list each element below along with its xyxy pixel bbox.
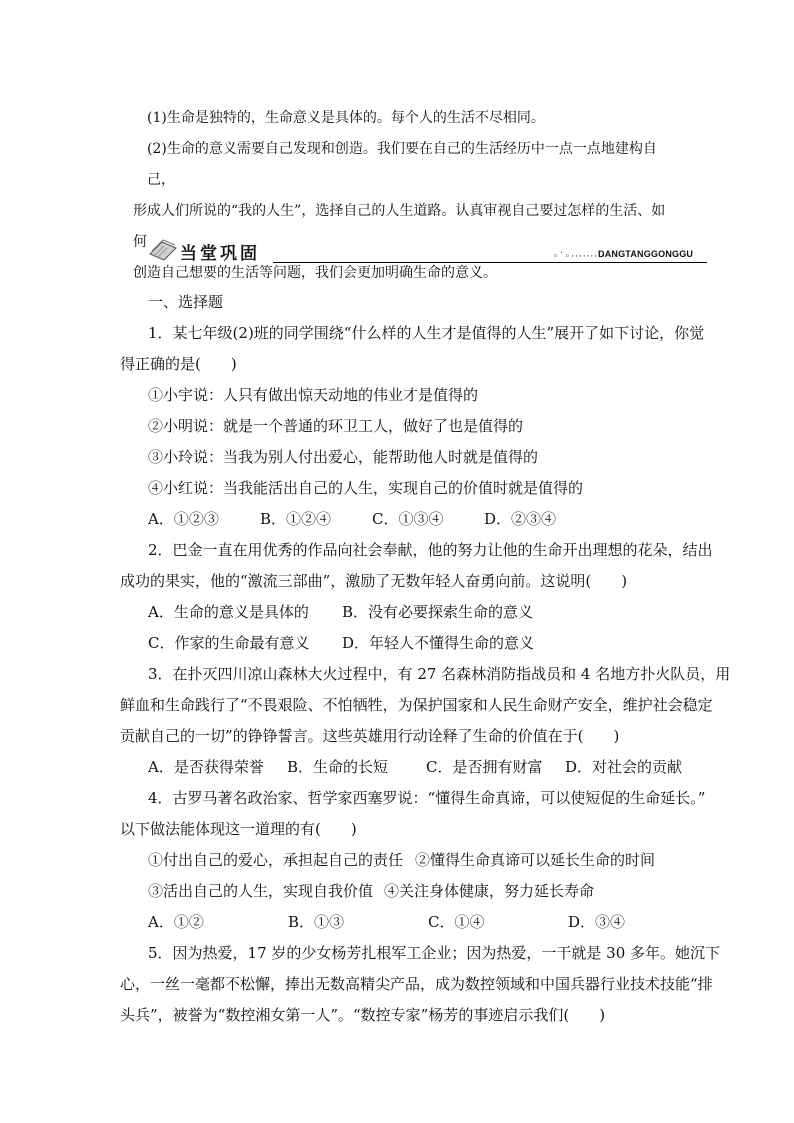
question-1-option-a[interactable]: A．①②③ [148,510,219,528]
intro-paragraph-1: (1)生命是独特的，生命意义是具体的。每个人的生活不尽相同。 [147,110,545,126]
banner-dots: ◦˙◦········· [553,252,606,262]
book-stack-icon [148,238,178,262]
question-2-line-1: 2．巴金一直在用优秀的作品向社会奉献，他的努力让他的生命开出理想的花朵，结出 [148,541,713,559]
question-1-statement-3: ③小玲说：当我为别人付出爱心，能帮助他人时就是值得的 [148,448,539,466]
question-4-option-b[interactable]: B．①③ [288,913,345,931]
question-4-statement-4: ④关注身体健康，努力延长寿命 [384,882,595,900]
question-4-line-1: 4．古罗马著名政治家、哲学家西塞罗说：“懂得生命真谛，可以使短促的生命延长。” [148,789,706,807]
question-1-option-c[interactable]: C．①③④ [372,510,444,528]
section-heading: 一、选择题 [148,293,224,311]
question-2-option-d[interactable]: D．年轻人不懂得生命的意义 [342,634,535,652]
question-4-statement-2: ②懂得生命真谛可以延长生命的时间 [415,851,656,869]
question-4-line-2: 以下做法能体现这一道理的有( ) [120,820,357,838]
question-3-options [120,752,682,783]
intro-paragraph-2-line-2: 形成人们所说的“我的人生”，选择自己的人生道路。认真审视自己要过怎样的生活、如何 [133,203,666,250]
question-2-option-a[interactable]: A．生命的意义是具体的 [148,603,309,621]
question-1-line-2: 得正确的是( ) [120,355,237,373]
question-1-option-b[interactable]: B．①②④ [260,510,332,528]
intro-paragraph-2-line-1: (2)生命的意义需要自己发现和创造。我们要在自己的生活经历中一点一点地建构自己， [147,141,657,188]
question-3-line-1: 3．在扑灭四川凉山森林大火过程中，有 27 名森林消防指战员和 4 名地方扑火队员，用 [148,665,731,683]
question-4-options [120,907,682,938]
banner-pinyin: DANGTANGGONGGU [598,249,694,259]
question-3-line-2: 鲜血和生命践行了“不畏艰险、不怕牺牲，为保护国家和人民生命财产安全，维护社会稳定 [120,696,713,714]
question-3-option-c[interactable]: C．是否拥有财富 [425,758,543,776]
question-1-line-1: 1．某七年级(2)班的同学围绕“什么样的人生才是值得的人生”展开了如下讨论，你觉 [148,324,705,342]
question-2-line-2: 成功的果实，他的“激流三部曲”，激励了无数年轻人奋勇向前。这说明( ) [120,572,628,590]
exercise-content [120,287,731,1031]
question-2-options-row-2 [120,628,682,659]
question-1-option-d[interactable]: D．②③④ [484,510,557,528]
question-3-option-a[interactable]: A．是否获得荣誉 [148,758,264,776]
question-2-options-row-1 [120,597,682,628]
question-2-option-c[interactable]: C．作家的生命最有意义 [148,634,310,652]
question-3-option-d[interactable]: D．对社会的贡献 [564,758,682,776]
question-3-option-b[interactable]: B．生命的长短 [286,758,389,776]
question-4-option-d[interactable]: D．③④ [568,913,626,931]
question-4-statement-3: ③活出自己的人生，实现自我价值 [148,882,374,900]
banner-title: 当堂巩固 [180,244,260,264]
question-5-line-3: 头兵”，被誉为“数控湘女第一人”。“数控专家”杨芳的事迹启示我们( ) [120,1006,606,1024]
question-1-statement-4: ④小红说：当我能活出自己的人生，实现自己的价值时就是值得的 [148,479,584,497]
question-4-statements-row-2 [120,876,682,907]
question-4-option-a[interactable]: A．①② [148,913,204,931]
intro-paragraph-2-line-3: 创造自己想要的生活等问题，我们会更加明确生命的意义。 [133,265,497,281]
question-5-line-1: 5．因为热爱，17 岁的少女杨芳扎根军工企业；因为热爱，一干就是 30 多年。她沉下 [148,944,721,962]
question-4-statement-1: ①付出自己的爱心，承担起自己的责任 [148,851,404,869]
question-4-option-c[interactable]: C．①④ [428,913,485,931]
question-2-option-b[interactable]: B．没有必要探索生命的意义 [342,603,534,621]
question-1-statement-1: ①小宇说：人只有做出惊天动地的伟业才是值得的 [148,386,479,404]
question-3-line-3: 贡献自己的一切”的铮铮誓言。这些英雄用行动诠释了生命的价值在于( ) [120,727,620,745]
question-1-options [120,504,682,535]
banner-rule [273,262,707,263]
section-banner [148,236,710,266]
question-4-statements-row-1 [120,845,682,876]
question-5-line-2: 心，一丝一毫都不松懈，捧出无数高精尖产品，成为数控领域和中国兵器行业技术技能“排 [120,975,713,993]
question-1-statement-2: ②小明说：就是一个普通的环卫工人，做好了也是值得的 [148,417,524,435]
